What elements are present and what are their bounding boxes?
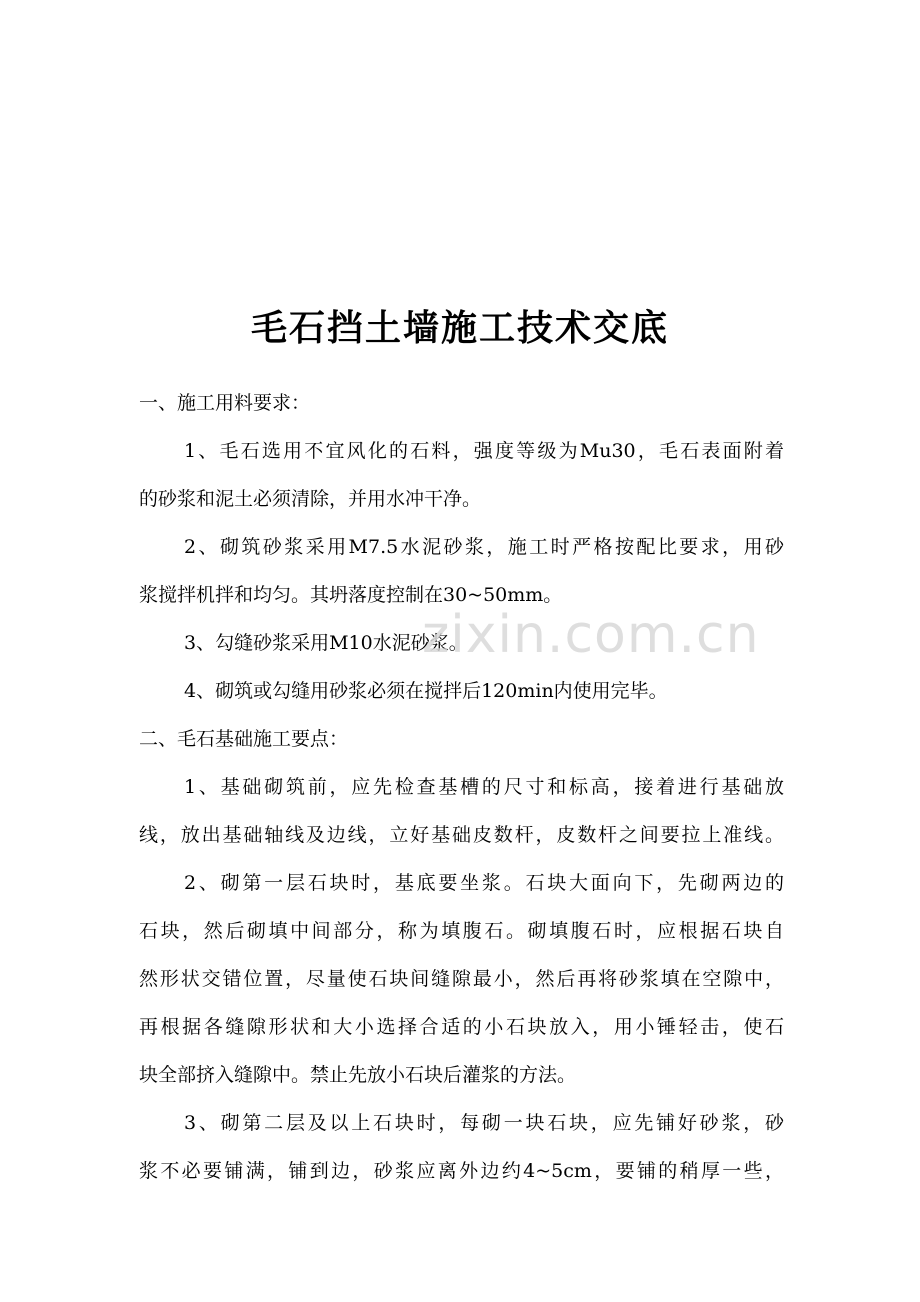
paragraph-line: 再根据各缝隙形状和大小选择合适的小石块放入，用小锤轻击，使石 [139,1016,784,1038]
section-heading-materials: 一、施工用料要求： [139,392,311,414]
paragraph-line: 1、毛石选用不宜风化的石料，强度等级为Mu30，毛石表面附着 [184,440,784,462]
document-title: 毛石挡土墙施工技术交底 [250,308,669,349]
paragraph-line: 线，放出基础轴线及边线，立好基础皮数杆，皮数杆之间要拉上准线。 [139,824,784,846]
paragraph-line: 3、勾缝砂浆采用M10水泥砂浆。 [184,632,468,654]
paragraph-line: 然形状交错位置，尽量使石块间缝隙最小，然后再将砂浆填在空隙中， [139,968,784,990]
watermark: zixin.com.cn [422,605,760,665]
paragraph-line: 4、砌筑或勾缝用砂浆必须在搅拌后120min内使用完毕。 [184,680,668,702]
paragraph-line: 的砂浆和泥土必须清除，并用水冲干净。 [139,488,482,510]
section-heading-foundation: 二、毛石基础施工要点： [139,728,349,750]
paragraph-line: 3、砌第二层及以上石块时，每砌一块石块，应先铺好砂浆，砂 [184,1112,784,1134]
paragraph-line: 浆不必要铺满，铺到边，砂浆应离外边约4~5cm，要铺的稍厚一些， [139,1160,784,1182]
paragraph-line: 石块，然后砌填中间部分，称为填腹石。砌填腹石时，应根据石块自 [139,920,784,942]
paragraph-line: 浆搅拌机拌和均匀。其坍落度控制在30~50mm。 [139,584,563,606]
paragraph-line: 2、砌筑砂浆采用M7.5水泥砂浆，施工时严格按配比要求，用砂 [184,536,784,558]
paragraph-line: 块全部挤入缝隙中。禁止先放小石块后灌浆的方法。 [139,1064,577,1086]
paragraph-line: 1、基础砌筑前，应先检查基槽的尺寸和标高，接着进行基础放 [184,776,784,798]
paragraph-line: 2、砌第一层石块时，基底要坐浆。石块大面向下，先砌两边的 [184,872,784,894]
